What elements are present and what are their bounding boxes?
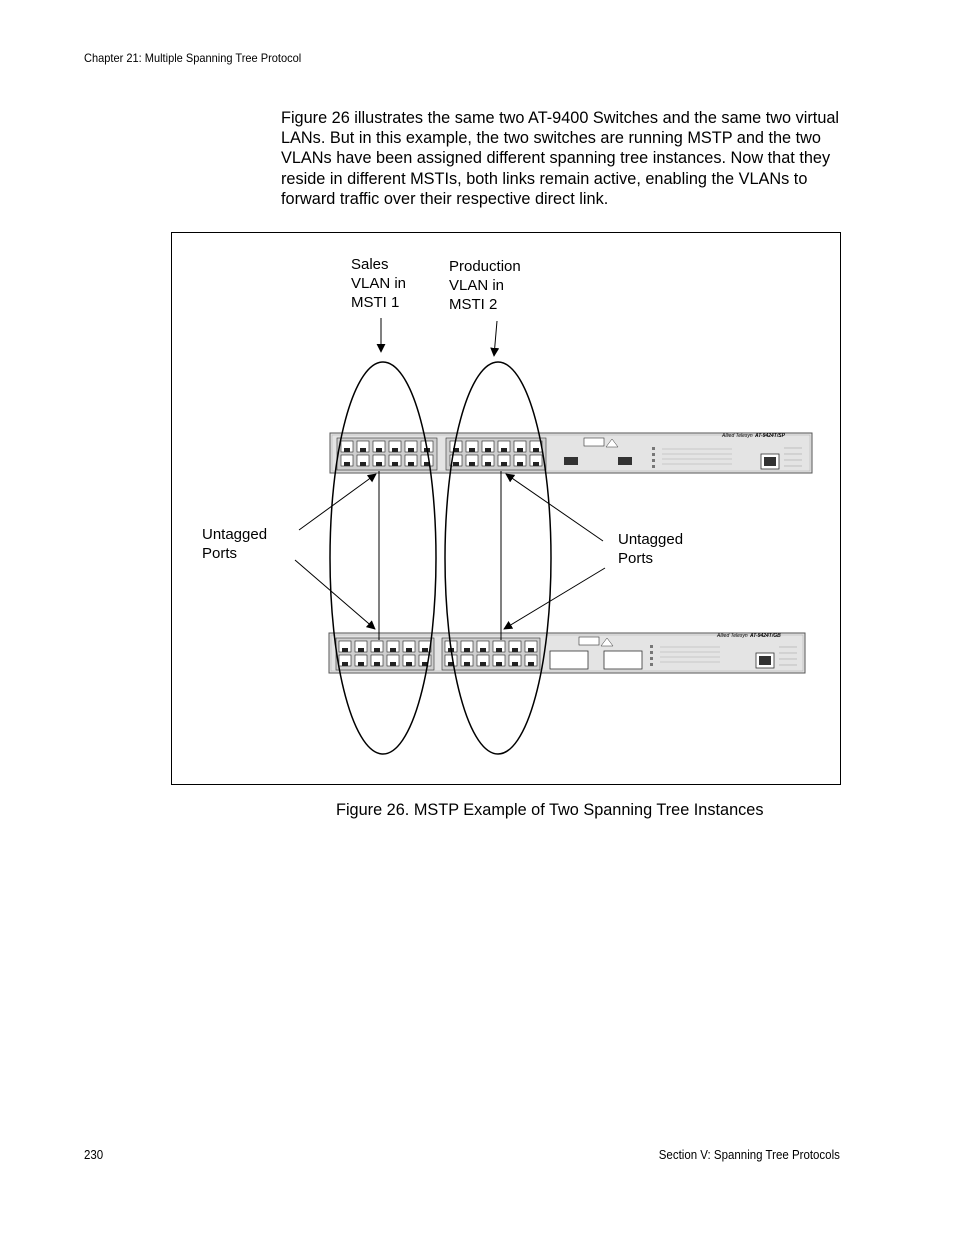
figure-caption: Figure 26. MSTP Example of Two Spanning Tree Instances [336, 801, 764, 819]
untagged-right-arrow-top [506, 474, 603, 541]
bottom-switch [329, 633, 805, 673]
production-label-arrow [494, 321, 497, 356]
mstp-diagram [172, 233, 842, 786]
top-switch-brand: Allied Telesyn [722, 433, 753, 439]
untagged-ports-right-label: Untagged Ports [618, 531, 684, 567]
bottom-switch-port-block-1 [336, 638, 434, 670]
untagged-ports-left-label: Untagged Ports [202, 526, 268, 562]
untagged-right-arrow-bottom [504, 568, 605, 629]
top-switch-port-block-1 [337, 438, 437, 470]
production-vlan-label: Production VLAN in MSTI 2 [449, 258, 521, 313]
top-switch-port-block-2 [446, 438, 546, 470]
bottom-switch-port-block-2 [442, 638, 540, 670]
figure-26 [171, 232, 841, 785]
bottom-switch-brand: Allied Telesyn [717, 633, 748, 639]
body-paragraph: Figure 26 illustrates the same two AT-9400 Switches and the same two virtual LANs. But in this example, the two switches are running MSTP and the two VLANs have been assigned different spanning tree instances. Now that they reside in different MSTIs, both links remain active, enabling the VLANs to forward traffic over their respective direct link. [281, 109, 840, 208]
untagged-left-arrow-bottom [295, 560, 375, 629]
sales-vlan-label: Sales VLAN in MSTI 1 [351, 256, 407, 311]
untagged-left-arrow-top [299, 474, 376, 530]
bottom-switch-model: AT-9424T/GB [750, 633, 781, 639]
page-number: 230 [84, 1148, 104, 1162]
sales-vlan-ellipse [330, 362, 436, 754]
chapter-header: Chapter 21: Multiple Spanning Tree Protocol [84, 51, 302, 65]
top-switch-model: AT-9424T/SP [755, 433, 785, 439]
top-switch [330, 433, 812, 473]
production-vlan-ellipse [445, 362, 551, 754]
section-footer: Section V: Spanning Tree Protocols [658, 1148, 840, 1162]
